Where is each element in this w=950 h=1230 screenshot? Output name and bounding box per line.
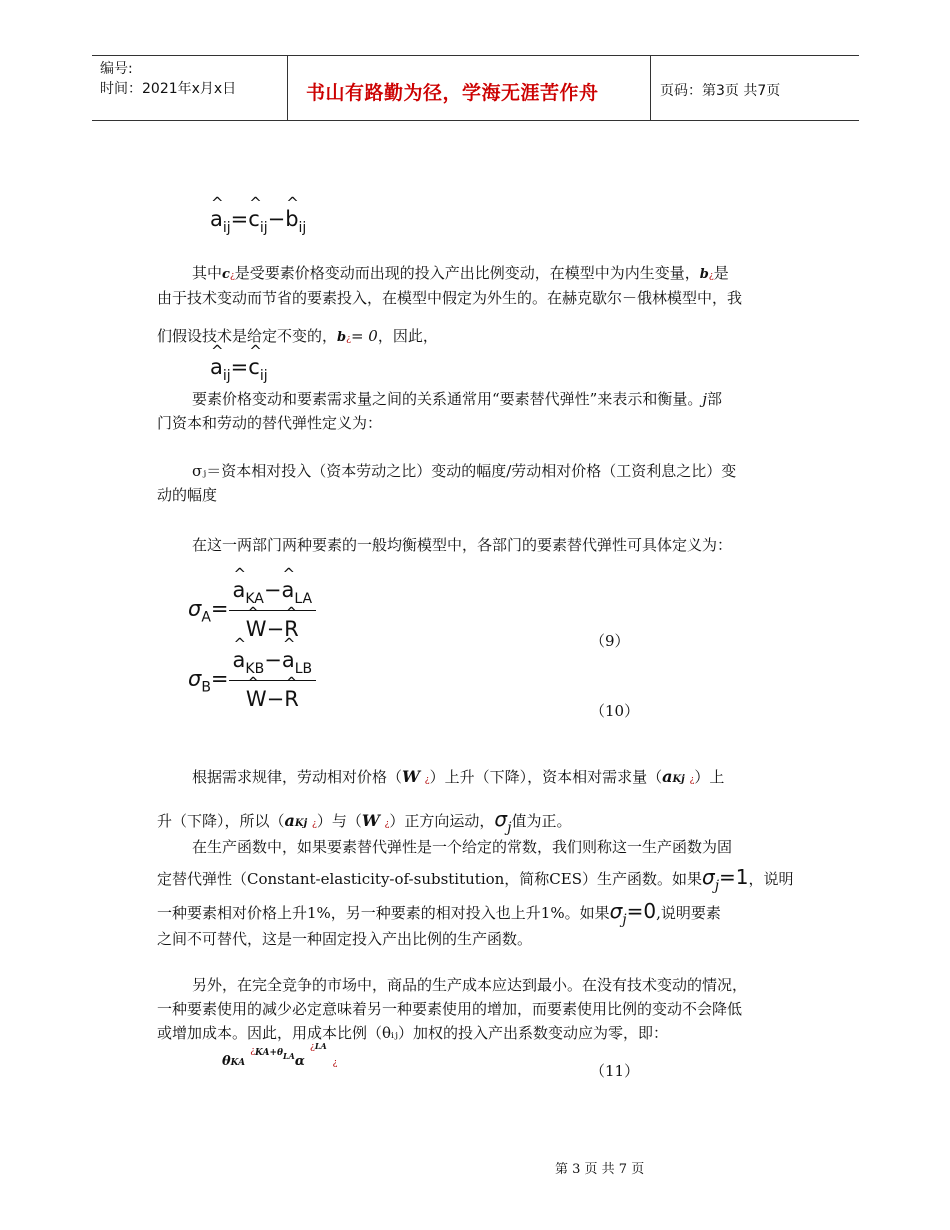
equation-10-number: （10） — [590, 702, 640, 720]
header-page-label: 页码：第3页 共7页 — [660, 83, 781, 99]
equation-9-number: （9） — [590, 632, 630, 650]
paragraph-7-line-3: 或增加成本。因此，用成本比例（θᵢⱼ）加权的投入产出系数变动应为零，即： — [157, 1024, 669, 1042]
equation-11: θKA $^{¿KA+\theta LA}$α $^{¿LA}$¿ — [222, 1041, 338, 1069]
header-divider-right — [650, 56, 651, 120]
header-number-label: 编号: — [100, 61, 133, 77]
header-time-label: 时间：2021年x月x日 — [100, 81, 237, 97]
paragraph-2-line-1: 要素价格变动和要素需求量之间的关系通常用“要素替代弹性”来表示和衡量。j部 — [192, 390, 723, 408]
header-divider-left — [287, 56, 288, 120]
paragraph-1-line-1: 其中c¿是受要素价格变动而出现的投入产出比例变动，在模型中为内生变量，b¿是 — [192, 264, 729, 282]
header-bottom-rule — [92, 120, 859, 121]
paragraph-4: 在这一两部门两种要素的一般均衡模型中，各部门的要素替代弹性可具体定义为： — [192, 536, 733, 554]
paragraph-6-line-2: 定替代弹性（Constant-elasticity-of-substitution，简称CES）生产函数。如果$\sigma_j=1$，说明 — [157, 865, 794, 894]
paragraph-6-line-4: 之间不可替代，这是一种固定投入产出比例的生产函数。 — [157, 930, 533, 948]
equation-a-equals-c: ^ $a_{ij}=\^{}$ $c_{ij}$ — [210, 355, 268, 384]
header-top-rule — [92, 55, 859, 56]
equation-9: $\sigma_A=$ ^ $a_{KA}-\^{}$ $a_{LA}$ ^ W−^ R — [188, 578, 316, 641]
paragraph-3-line-2: 动的幅度 — [157, 486, 218, 504]
paragraph-3-line-1: σⱼ＝资本相对投入（资本劳动之比）变动的幅度/劳动相对价格（工资利息之比）变 — [192, 462, 737, 480]
paragraph-7-line-1: 另外，在完全竞争的市场中，商品的生产成本应达到最小。在没有技术变动的情况， — [192, 976, 748, 994]
header-motto: 书山有路勤为径，学海无涯苦作舟 — [306, 82, 599, 104]
paragraph-2-line-2: 门资本和劳动的替代弹性定义为： — [157, 414, 383, 432]
paragraph-6-line-3: 一种要素相对价格上升1%，另一种要素的相对投入也上升1%。如果$\sigma_j=0$,说明要素 — [157, 899, 721, 928]
equation-11-number: （11） — [590, 1062, 640, 1080]
paragraph-1-line-3: 们假设技术是给定不变的，b¿= 0，因此， — [157, 327, 438, 345]
paragraph-1-line-2: 由于技术变动而节省的要素投入，在模型中假定为外生的。在赫克歇尔－俄林模型中，我 — [157, 289, 743, 307]
footer-page-number: 第 3 页 共 7 页 — [555, 1162, 645, 1177]
equation-a-c-b: ^ $a_{ij}=\^{}$ $c_{ij}-\^{}$ $b_{ij}$ — [210, 207, 306, 236]
equation-10: $\sigma_B=$ ^ $a_{KB}-\^{}$ $a_{LB}$ ^ W−^ R — [188, 648, 316, 711]
paragraph-5-line-2: 升（下降），所以（aKj ¿）与（W ¿）正方向运动，$\sigma_j$值为正。 — [157, 807, 572, 836]
paragraph-6-line-1: 在生产函数中，如果要素替代弹性是一个给定的常数，我们则称这一生产函数为固 — [192, 838, 733, 856]
paragraph-5-line-1: 根据需求规律，劳动相对价格（W ¿）上升（下降），资本相对需求量（aKj ¿）上 — [192, 767, 725, 786]
paragraph-7-line-2: 一种要素使用的减少必定意味着另一种要素使用的增加，而要素使用比例的变动不会降低 — [157, 1000, 743, 1018]
